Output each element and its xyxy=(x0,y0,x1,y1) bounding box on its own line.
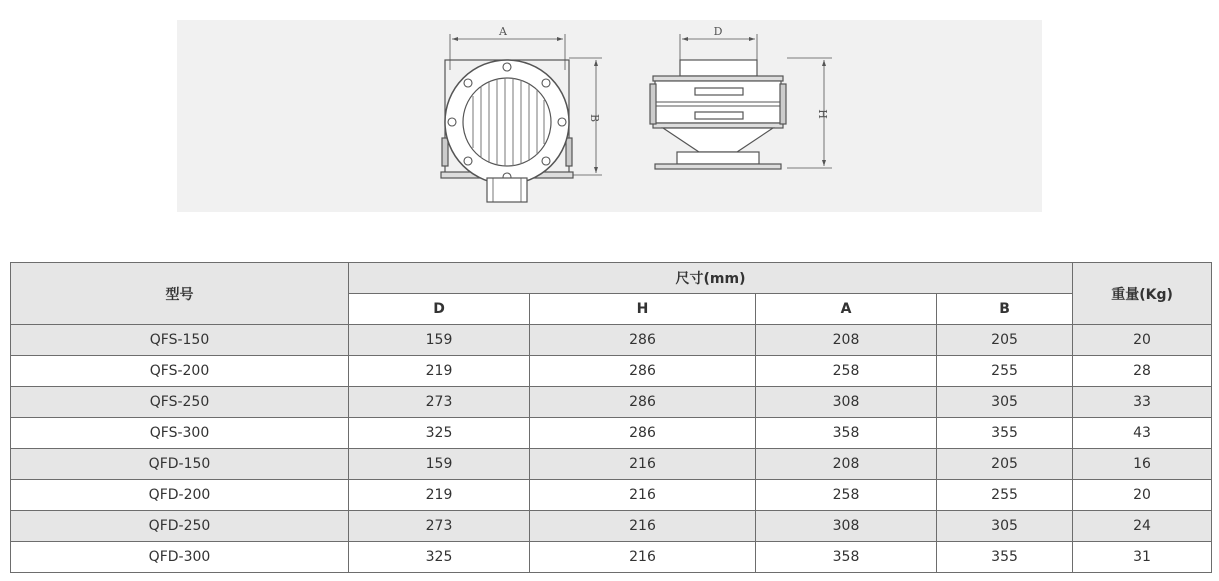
drawing-svg xyxy=(177,20,1042,212)
cell-b: 255 xyxy=(937,356,1073,387)
cell-h: 216 xyxy=(530,449,756,480)
cell-model: QFS-200 xyxy=(11,356,349,387)
label-h: H xyxy=(816,109,829,119)
header-model: 型号 xyxy=(11,263,349,325)
cell-h: 286 xyxy=(530,356,756,387)
table-row xyxy=(11,387,1212,418)
cell-weight: 24 xyxy=(1073,511,1212,542)
header-d: D xyxy=(349,294,530,325)
cell-b: 255 xyxy=(937,480,1073,511)
cell-h: 286 xyxy=(530,387,756,418)
cell-d: 273 xyxy=(349,511,530,542)
table-row xyxy=(11,542,1212,573)
header-h: H xyxy=(530,294,756,325)
cell-weight: 43 xyxy=(1073,418,1212,449)
cell-d: 159 xyxy=(349,449,530,480)
label-b: B xyxy=(588,113,601,123)
cell-model: QFD-250 xyxy=(11,511,349,542)
cell-b: 205 xyxy=(937,325,1073,356)
cell-d: 219 xyxy=(349,480,530,511)
cell-h: 286 xyxy=(530,325,756,356)
header-b: B xyxy=(937,294,1073,325)
header-weight: 重量(Kg) xyxy=(1073,263,1212,325)
cell-b: 355 xyxy=(937,542,1073,573)
cell-d: 273 xyxy=(349,387,530,418)
cell-b: 205 xyxy=(937,449,1073,480)
label-d: D xyxy=(713,25,723,38)
cell-a: 208 xyxy=(756,325,937,356)
cell-model: QFS-300 xyxy=(11,418,349,449)
cell-d: 219 xyxy=(349,356,530,387)
table-row xyxy=(11,449,1212,480)
cell-a: 358 xyxy=(756,418,937,449)
spec-table xyxy=(10,262,1212,573)
header-size: 尺寸(mm) xyxy=(349,263,1073,294)
cell-h: 286 xyxy=(530,418,756,449)
cell-d: 325 xyxy=(349,418,530,449)
cell-h: 216 xyxy=(530,480,756,511)
cell-a: 308 xyxy=(756,511,937,542)
table-row xyxy=(11,511,1212,542)
cell-b: 305 xyxy=(937,511,1073,542)
cell-weight: 20 xyxy=(1073,480,1212,511)
cell-a: 208 xyxy=(756,449,937,480)
header-a: A xyxy=(756,294,937,325)
cell-d: 325 xyxy=(349,542,530,573)
cell-b: 355 xyxy=(937,418,1073,449)
cell-a: 358 xyxy=(756,542,937,573)
technical-drawing xyxy=(177,20,1042,212)
front-view xyxy=(441,34,602,202)
table-row xyxy=(11,325,1212,356)
cell-a: 258 xyxy=(756,356,937,387)
cell-b: 305 xyxy=(937,387,1073,418)
cell-d: 159 xyxy=(349,325,530,356)
table-row xyxy=(11,418,1212,449)
cell-a: 258 xyxy=(756,480,937,511)
cell-weight: 20 xyxy=(1073,325,1212,356)
cell-weight: 33 xyxy=(1073,387,1212,418)
cell-weight: 28 xyxy=(1073,356,1212,387)
cell-weight: 31 xyxy=(1073,542,1212,573)
cell-model: QFD-150 xyxy=(11,449,349,480)
table-row xyxy=(11,356,1212,387)
cell-model: QFS-250 xyxy=(11,387,349,418)
cell-a: 308 xyxy=(756,387,937,418)
side-view xyxy=(650,34,832,169)
cell-h: 216 xyxy=(530,511,756,542)
cell-model: QFD-300 xyxy=(11,542,349,573)
cell-h: 216 xyxy=(530,542,756,573)
table-row xyxy=(11,480,1212,511)
cell-model: QFS-150 xyxy=(11,325,349,356)
cell-model: QFD-200 xyxy=(11,480,349,511)
label-a: A xyxy=(499,25,507,38)
cell-weight: 16 xyxy=(1073,449,1212,480)
